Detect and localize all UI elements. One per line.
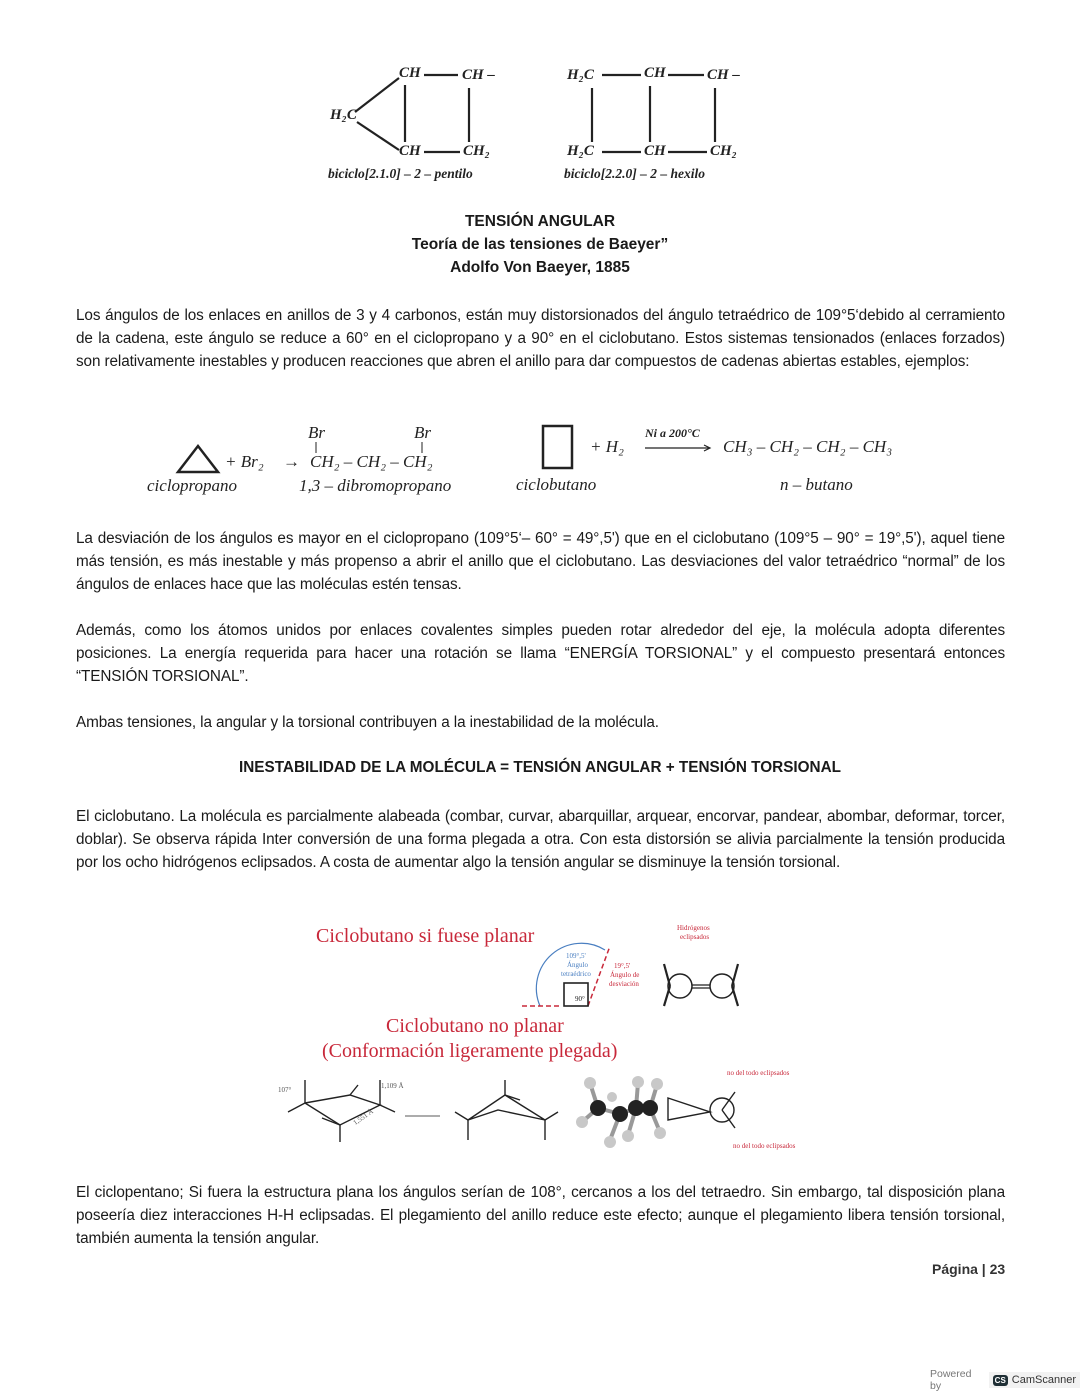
bond-ch-length: 1,109 Å [381, 1082, 404, 1090]
page-number: Página | 23 [932, 1261, 1006, 1277]
not-eclipsed-bottom: no del todo eclipsados [733, 1142, 796, 1150]
s1-ch2: CH₂ [463, 143, 490, 159]
s2-h2c-bottom: H₂C [567, 143, 594, 159]
paragraph-torsional: Además, como los átomos unidos por enlaces covalentes simples pueden rotar alrededor del eje, la molécula adopta diferentes posiciones. La energía requerida para hacer una rotación se llama “ENERGÍA TORSIONAL” y el compuesto presentará entonces “TENSIÓN TORSIONAL”. [76, 622, 1005, 685]
ball-stick-model [576, 1076, 666, 1148]
s2-ch-right: CH – [707, 67, 740, 83]
r2-plus-h2: + H₂ [590, 437, 624, 456]
s1-h2c: H₂C [330, 107, 357, 123]
s2-caption: biciclo[2.2.0] – 2 – hexilo [564, 166, 705, 181]
section-title: TENSIÓN ANGULAR [464, 213, 616, 230]
r1-reactant-label: ciclopropano [147, 476, 238, 495]
r2-reactant-label: ciclobutano [516, 475, 597, 494]
s1-ch-bottom: CH [399, 143, 421, 159]
r1-arrow: → [283, 452, 300, 471]
s2-ch-top: CH [644, 65, 666, 81]
angle-dev-label-1: Ángulo de [610, 971, 640, 979]
angle-tetra: 109°,5' [566, 952, 586, 960]
section-author: Adolfo Von Baeyer, 1885 [450, 259, 630, 276]
angle-90: 90° [575, 995, 585, 1003]
eclipsed-label-1: Hidrógenos [677, 924, 710, 932]
powered-by: Powered by [930, 1368, 972, 1392]
s2-h2c-top: H₂C [567, 67, 594, 83]
angle-tetra-label-2: tetraédrico [561, 970, 591, 978]
bond-cc-length: 1,551 Å [351, 1107, 375, 1127]
r1-product-label: 1,3 – dibromopropano [299, 476, 452, 495]
figure-title-planar: Ciclobutano si fuese planar [316, 925, 535, 947]
section-subtitle: Teoría de las tensiones de Baeyer” [411, 236, 669, 253]
paragraph-both-tensions: Ambas tensiones, la angular y la torsional contribuyen a la inestabilidad de la molécula. [76, 714, 659, 731]
figure-title-nonplanar: Ciclobutano no planar [386, 1015, 564, 1037]
s2-ch-bottom: CH [644, 143, 666, 159]
angle-dev: 19°,5' [614, 962, 631, 970]
r1-br-2: Br [414, 423, 431, 442]
r2-condition: Ni a 200°C [645, 426, 700, 440]
paragraph-cyclobutane: El ciclobutano. La molécula es parcialmente alabeada (combar, curvar, abarquillar, arquear, encorvar, pandear, abombar, deformar, torcer, doblar). Se observa rápida Inter conversión de una forma plegada a otra. Con esta distorsión se alivia parcialmente la tensión producida por los ocho hidrógenos eclipsados. A costa de aumentar algo la tensión angular se disminuye la tensión torsional. [76, 808, 1005, 871]
angle-dev-label-2: desviación [609, 980, 639, 988]
angle-tetra-label-1: Ángulo [567, 961, 588, 969]
r2-product: CH₃ – CH₂ – CH₂ – CH₃ [723, 437, 893, 456]
camscanner-logo-icon: CS [994, 1375, 1006, 1385]
figure-title-conformation: (Conformación ligeramente plegada) [322, 1040, 618, 1062]
not-eclipsed-top: no del todo eclipsados [727, 1069, 790, 1077]
paragraph-cyclopentane: El ciclopentano; Si fuera la estructura plana los ángulos serían de 108°, cercanos a los del tetraedro. Sin embargo, tal disposición plana poseería diez interacciones H-H eclipsadas. El plegamiento del anillo reduce este efecto; aunque el plegamiento libera tensión torsional, también aumenta la tensión angular. [76, 1184, 1005, 1247]
r1-product: CH₂ – CH₂ – CH₂ [310, 452, 433, 471]
camscanner-brand: CamScanner [1011, 1374, 1076, 1386]
s1-ch-right: CH – [462, 67, 495, 83]
angle-107: 107° [278, 1086, 292, 1094]
paragraph-angles: Los ángulos de los enlaces en anillos de 3 y 4 carbonos, están muy distorsionados del ángulo tetraédrico de 109°5‘debido al cerramiento de la cadena, este ángulo se reduce a 60° en el ciclopropano y a 90° en el ciclobutano. Estos sistemas tensionados (enlaces forzados) son relativamente inestables y producen reacciones que abren el anillo para dar compuestos de cadenas abiertas estables, ejemplos: [76, 307, 1005, 370]
s1-ch-top: CH [399, 65, 421, 81]
r1-br-1: Br [308, 423, 325, 442]
eclipsed-label-2: eclipsados [680, 933, 710, 941]
r2-product-label: n – butano [780, 475, 853, 494]
s1-caption: biciclo[2.1.0] – 2 – pentilo [328, 166, 473, 181]
r1-plus-br2: + Br₂ [225, 452, 264, 471]
s2-ch2: CH₂ [710, 143, 737, 159]
instability-equation: INESTABILIDAD DE LA MOLÉCULA = TENSIÓN ANGULAR + TENSIÓN TORSIONAL [239, 759, 841, 776]
paragraph-deviation: La desviación de los ángulos es mayor en el ciclopropano (109°5‘– 60° = 49°,5') que en el ciclobutano (109°5 – 90° = 19°,5'), aquel tiene más tensión, es más inestable y más propenso a abrir el anillo que el ciclobutano. Las desviaciones del valor tetraédrico “normal” de los ángulos de enlaces hace que las moléculas estén tensas. [76, 530, 1005, 593]
camscanner-footer [930, 1370, 1080, 1390]
